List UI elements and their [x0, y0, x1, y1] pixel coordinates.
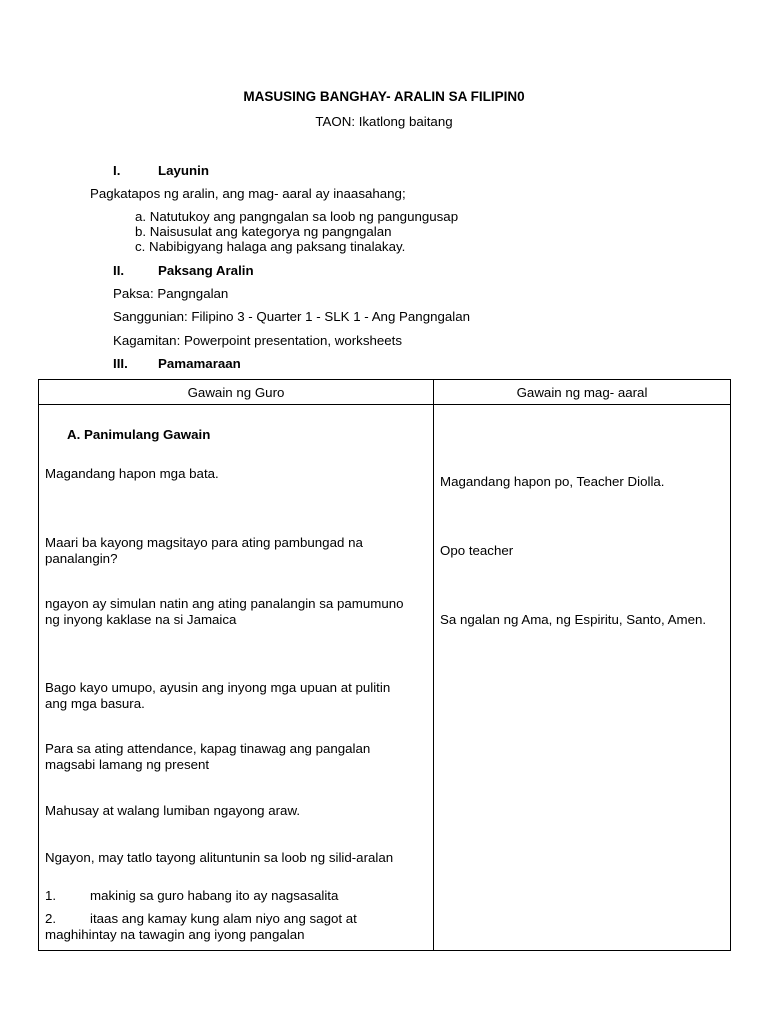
rule-number: 2. [45, 911, 57, 926]
teacher-line: Maari ba kayong magsitayo para ating pambungad na panalangin? [45, 535, 363, 566]
teacher-column-header: Gawain ng Guro [39, 380, 434, 405]
table-row [39, 405, 731, 951]
section-heading-panimulang-gawain: A. Panimulang Gawain [67, 427, 211, 442]
teacher-line: Bago kayo umupo, ayusin ang inyong mga upuan at pulitin ang mga basura. [45, 680, 391, 711]
section-number-paksa: II. [113, 263, 125, 278]
rule-number: 1. [45, 888, 57, 903]
section-title-layunin: Layunin [158, 163, 209, 178]
teacher-line: Ngayon, may tatlo tayong alituntunin sa loob ng silid-aralan [45, 850, 394, 865]
section-title-paksa: Paksang Aralin [158, 263, 254, 278]
document-title: MASUSING BANGHAY- ARALIN SA FILIPIN0 [243, 89, 525, 104]
document-subtitle: TAON: Ikatlong baitang [315, 114, 453, 129]
section-number-layunin: I. [113, 163, 121, 178]
teacher-line: Mahusay at walang lumiban ngayong araw. [45, 803, 301, 818]
section-number-pamamaraan: III. [113, 356, 128, 371]
table-header-row [39, 380, 731, 405]
paksa-line: Sanggunian: Filipino 3 - Quarter 1 - SLK 1 - Ang Pangngalan [113, 309, 471, 324]
rule-text: itaas ang kamay kung alam niyo ang sagot at maghihintay na tawagin ang iyong pangalan [45, 911, 357, 942]
teacher-line: Magandang hapon mga bata. [45, 466, 219, 481]
student-column-header: Gawain ng mag- aaral [434, 380, 731, 405]
layunin-intro: Pagkatapos ng aralin, ang mag- aaral ay inaasahang; [90, 186, 406, 201]
lesson-procedure-table [38, 379, 731, 951]
student-line: Sa ngalan ng Ama, ng Espiritu, Santo, Amen. [440, 612, 707, 627]
student-activities-cell [434, 405, 731, 951]
rule-item [45, 911, 415, 943]
student-line: Magandang hapon po, Teacher Diolla. [440, 474, 665, 489]
student-line: Opo teacher [440, 543, 514, 558]
paksa-line: Paksa: Pangngalan [113, 286, 229, 301]
teacher-line: ngayon ay simulan natin ang ating panalangin sa pamumuno ng inyong kaklase na si Jamaica [45, 596, 404, 627]
layunin-item: a. Natutukoy ang pangngalan sa loob ng pangungusap [135, 209, 459, 224]
rule-text: makinig sa guro habang ito ay nagsasalita [90, 888, 339, 903]
layunin-item: c. Nabibigyang halaga ang paksang tinalakay. [135, 239, 406, 254]
teacher-line: Para sa ating attendance, kapag tinawag ang pangalan magsabi lamang ng present [45, 741, 371, 772]
paksa-line: Kagamitan: Powerpoint presentation, worksheets [113, 333, 402, 348]
teacher-activities-cell [39, 405, 434, 951]
rule-item [45, 888, 415, 904]
section-title-pamamaraan: Pamamaraan [158, 356, 241, 371]
layunin-item: b. Naisusulat ang kategorya ng pangngalan [135, 224, 392, 239]
